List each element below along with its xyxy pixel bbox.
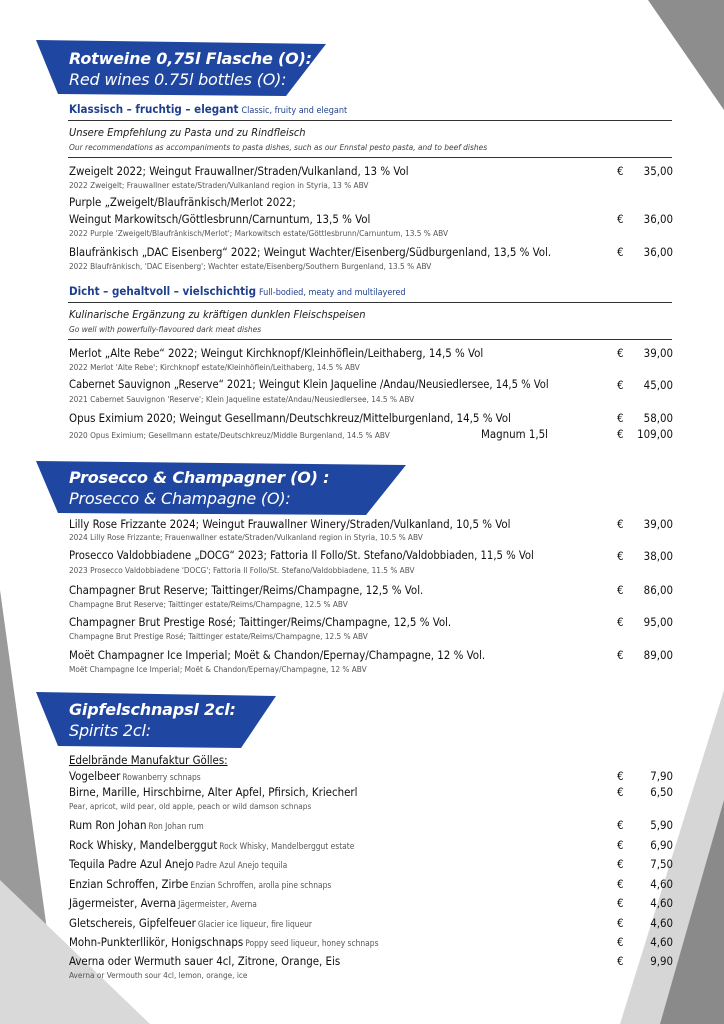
item-price: 4,60: [650, 877, 673, 891]
item-price: 4,60: [650, 916, 673, 930]
item-name: Champagner Brut Reserve; Taittinger/Reims/Champagne, 12,5 % Vol.: [69, 583, 424, 597]
red-wines-title-en: Red wines 0.75l bottles (O):: [69, 70, 287, 89]
item-name: Birne, Marille, Hirschbirne, Alter Apfel, Pfirsich, Kriecherl: [69, 785, 358, 799]
item-name: Cabernet Sauvignon „Reserve“ 2021; Weingut Klein Jaqueline /Andau/Neusiedlersee, 14,5 % Vol: [69, 378, 549, 391]
item-price: 89,00: [643, 648, 673, 662]
item-price: 39,00: [643, 346, 673, 360]
item-name: Rum Ron Johan Ron Johan rum: [69, 818, 204, 832]
spirits-banner: [36, 692, 276, 748]
item-translation: 2022 Merlot 'Alte Rebe'; Kirchknopf estate/Kleinhöflein/Leithaberg, 14.5 % ABV: [69, 362, 360, 372]
currency: €: [617, 785, 624, 799]
divider: [68, 302, 672, 303]
currency: €: [617, 954, 624, 968]
item-name: Champagner Brut Prestige Rosé; Taittinger/Reims/Champagne, 12,5 % Vol.: [69, 615, 452, 629]
item-translation: 2023 Prosecco Valdobbiadene 'DOCG'; Fattoria Il Follo/St. Stefano/Valdobbiadene, 11.5 % ABV: [69, 565, 415, 575]
item-name: Averna oder Wermuth sauer 4cl, Zitrone, Orange, Eis: [69, 954, 341, 968]
currency: €: [617, 818, 624, 832]
item-name-line2: Weingut Markowitsch/Göttlesbrunn/Carnuntum, 13,5 % Vol: [69, 212, 371, 226]
item-translation: 2022 Zweigelt; Frauwallner estate/Straden/Vulkanland region in Styria, 13 % ABV: [69, 180, 369, 190]
recommendation-de: Kulinarische Ergänzung zu kräftigen dunklen Fleischspeisen: [69, 308, 366, 321]
item-name: Tequila Padre Azul Anejo Padre Azul Anejo tequila: [69, 857, 288, 871]
item-price: 36,00: [643, 212, 673, 226]
item-name: Purple „Zweigelt/Blaufränkisch/Merlot 2022;: [69, 195, 296, 209]
currency: €: [617, 212, 624, 226]
item-name: Lilly Rose Frizzante 2024; Weingut Frauwallner Winery/Straden/Vulkanland, 10,5 % Vol: [69, 517, 511, 531]
item-price: 58,00: [643, 411, 673, 425]
item-price: 6,90: [650, 838, 673, 852]
currency: €: [617, 378, 624, 392]
currency: €: [617, 877, 624, 891]
red-wines-banner: [36, 40, 326, 96]
recommendation-en: Go well with powerfully-flavoured dark meat dishes: [69, 324, 262, 334]
item-price: 95,00: [643, 615, 673, 629]
magnum-label: Magnum 1,5l: [481, 427, 548, 441]
item-translation: Pear, apricot, wild pear, old apple, peach or wild damson schnaps: [69, 801, 312, 811]
item-translation: 2020 Opus Eximium; Gesellmann estate/Deutschkreuz/Middle Burgenland, 14.5 % ABV: [69, 430, 390, 440]
item-price: 86,00: [643, 583, 673, 597]
item-name: Prosecco Valdobbiadene „DOCG“ 2023; Fattoria Il Follo/St. Stefano/Valdobbiaden, 11,5 % Vol: [69, 549, 534, 562]
currency: €: [617, 346, 624, 360]
currency: €: [617, 164, 624, 178]
item-name: Vogelbeer Rowanberry schnaps: [69, 769, 201, 783]
item-price: 36,00: [643, 245, 673, 259]
spirits-title-en: Spirits 2cl:: [69, 721, 151, 740]
item-name: Gletschereis, Gipfelfeuer Glacier ice liqueur, fire liqueur: [69, 916, 313, 930]
currency: €: [617, 517, 624, 531]
item-name: Rock Whisky, Mandelberggut Rock Whisky, Mandelberggut estate: [69, 838, 355, 852]
recommendation-en: Our recommendations as accompaniments to pasta dishes, such as our Ennstal pesto pasta, and to beef dishes: [69, 142, 488, 152]
currency: €: [617, 769, 624, 783]
divider: [68, 339, 672, 340]
item-name: Blaufränkisch „DAC Eisenberg“ 2022; Weingut Wachter/Eisenberg/Südburgenland, 13,5 % Vol.: [69, 245, 552, 259]
item-name: Enzian Schroffen, Zirbe Enzian Schroffen, arolla pine schnaps: [69, 877, 332, 891]
item-name: Zweigelt 2022; Weingut Frauwallner/Straden/Vulkanland, 13 % Vol: [69, 164, 409, 178]
item-price: 6,50: [650, 785, 673, 799]
spirits-title-de: Gipfelschnapsl 2cl:: [69, 700, 236, 719]
currency: €: [617, 583, 624, 597]
item-translation: 2024 Lilly Rose Frizzante; Frauenwallner estate/Straden/Vulkanland region in Styria, 10.5 % ABV: [69, 532, 423, 542]
currency: €: [617, 411, 624, 425]
item-translation: 2022 Purple 'Zweigelt/Blaufränkisch/Merlot'; Markowitsch estate/Göttlesbrunn/Carnuntum, 13.5 % ABV: [69, 228, 449, 238]
item-name: Merlot „Alte Rebe“ 2022; Weingut Kirchknopf/Kleinhöflein/Leithaberg, 14,5 % Vol: [69, 346, 484, 360]
item-translation: Champagne Brut Reserve; Taittinger estate/Reims/Champagne, 12.5 % ABV: [69, 599, 348, 609]
currency: €: [617, 245, 624, 259]
item-price: 39,00: [643, 517, 673, 531]
item-name: Moët Champagner Ice Imperial; Moët & Chandon/Epernay/Champagne, 12 % Vol.: [69, 648, 486, 662]
category-classic: Klassisch – fruchtig – elegant Classic, fruity and elegant: [69, 102, 348, 116]
item-price: 35,00: [643, 164, 673, 178]
currency: €: [617, 615, 624, 629]
prosecco-title-en: Prosecco & Champagne (O):: [69, 489, 291, 508]
currency: €: [617, 857, 624, 871]
item-price: 38,00: [643, 549, 673, 563]
item-name: Jägermeister, Averna Jägermeister, Averna: [69, 896, 257, 910]
category-full-bodied: Dicht – gehaltvoll – vielschichtig Full-bodied, meaty and multilayered: [69, 284, 406, 298]
spirits-heading: Edelbrände Manufaktur Gölles:: [69, 753, 228, 767]
recommendation-de: Unsere Empfehlung zu Pasta und zu Rindfleisch: [69, 126, 306, 139]
item-translation: Champagne Brut Prestige Rosé; Taittinger estate/Reims/Champagne, 12.5 % ABV: [69, 631, 368, 641]
currency: €: [617, 838, 624, 852]
item-translation: Moët Champagne Ice Imperial; Moët & Chandon/Epernay/Champagne, 12 % ABV: [69, 664, 367, 674]
item-translation: 2021 Cabernet Sauvignon 'Reserve'; Klein Jaqueline estate/Andau/Neusiedlersee, 14.5 % ABV: [69, 394, 415, 404]
magnum-price: 109,00: [637, 427, 673, 441]
currency: €: [617, 896, 624, 910]
item-name: Opus Eximium 2020; Weingut Gesellmann/Deutschkreuz/Mittelburgenland, 14,5 % Vol: [69, 411, 511, 425]
item-price: 45,00: [643, 378, 673, 392]
divider: [68, 120, 672, 121]
prosecco-banner: [36, 461, 406, 515]
divider: [68, 157, 672, 158]
currency: €: [617, 935, 624, 949]
item-price: 5,90: [650, 818, 673, 832]
red-wines-title-de: Rotweine 0,75l Flasche (O):: [69, 49, 312, 68]
currency: €: [617, 648, 624, 662]
currency: €: [617, 427, 624, 441]
item-translation: 2022 Blaufränkisch, 'DAC Eisenberg'; Wachter estate/Eisenberg/Southern Burgenland, 13.5 % ABV: [69, 261, 432, 271]
item-price: 4,60: [650, 896, 673, 910]
item-translation: Averna or Vermouth sour 4cl, lemon, orange, ice: [69, 970, 248, 980]
item-price: 7,90: [650, 769, 673, 783]
currency: €: [617, 549, 624, 563]
item-price: 4,60: [650, 935, 673, 949]
prosecco-title-de: Prosecco & Champagner (O) :: [69, 468, 330, 487]
item-name: Mohn-Punkterllikör, Honigschnaps Poppy seed liqueur, honey schnaps: [69, 935, 379, 949]
item-price: 9,90: [650, 954, 673, 968]
item-price: 7,50: [650, 857, 673, 871]
currency: €: [617, 916, 624, 930]
